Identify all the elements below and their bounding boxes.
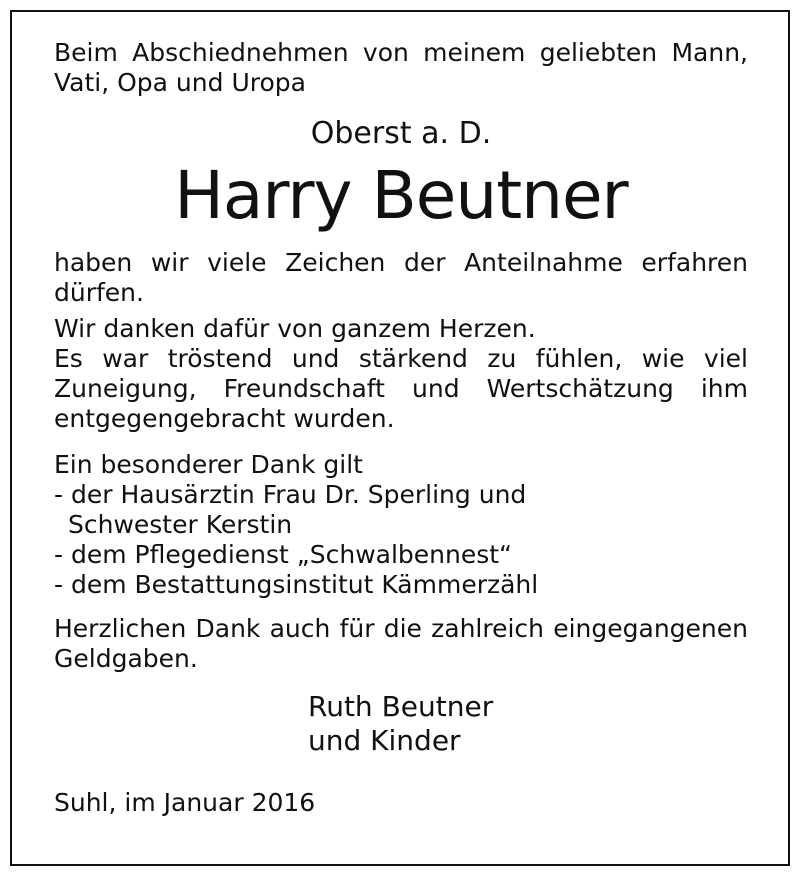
obituary-thanks-notice <box>54 38 748 818</box>
paragraph-sympathy: haben wir viele Zeichen der Anteilnahme erfahren dürfen. <box>54 248 748 307</box>
intro-text: Beim Abschiednehmen von meinem geliebten Mann, Vati, Opa und Uropa <box>54 38 748 97</box>
rank-title: Oberst a. D. <box>310 116 492 151</box>
paragraph-thanks-line: Wir danken dafür von ganzem Herzen. <box>54 314 536 343</box>
special-thanks-intro: Ein besonderer Dank gilt <box>54 450 363 479</box>
list-item <box>54 570 748 600</box>
list-item-continuation: Schwester Kerstin <box>68 510 293 539</box>
deceased-name: Harry Beutner <box>174 157 628 234</box>
special-thanks-block <box>54 450 748 600</box>
place-date: Suhl, im Januar 2016 <box>54 788 316 817</box>
list-item <box>54 480 748 540</box>
signature-name: Ruth Beutner <box>308 690 494 723</box>
list-item-line: - dem Bestattungsinstitut Kämmerzähl <box>54 570 539 599</box>
paragraph-comfort: Es war tröstend und stärkend zu fühlen, wie viel Zuneigung, Freundschaft und Wertschätzung ihm entgegengebracht wurden. <box>54 344 748 433</box>
paragraph-donations: Herzlichen Dank auch für die zahlreich eingegangenen Geldgaben. <box>54 614 748 673</box>
signature-block <box>54 690 748 758</box>
list-item-line: - der Hausärztin Frau Dr. Sperling und <box>54 480 527 509</box>
list-item-line: - dem Pflegedienst „Schwalbennest“ <box>54 540 513 569</box>
signature-family: und Kinder <box>308 724 461 757</box>
list-item <box>54 540 748 570</box>
